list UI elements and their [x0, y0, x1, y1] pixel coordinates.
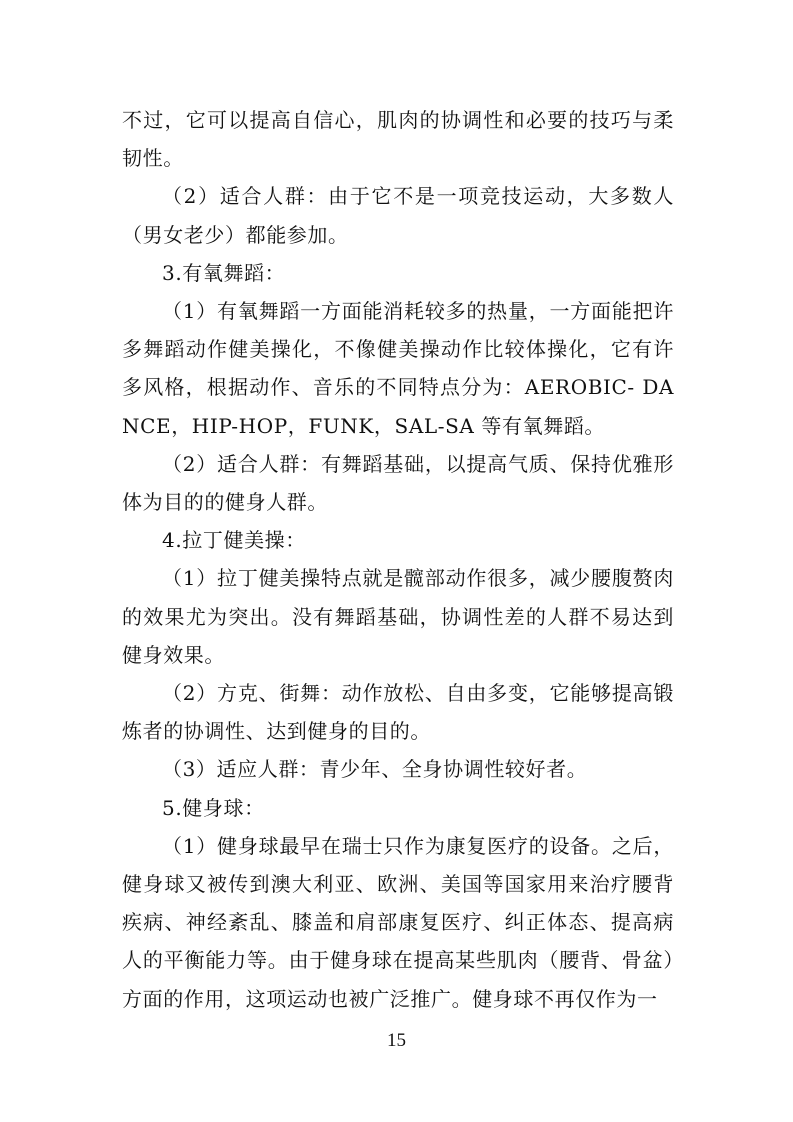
heading-fitness-ball: 5.健身球： [162, 795, 265, 820]
paragraph-latin-aerobics-1: （1）拉丁健美操特点就是髋部动作很多，减少腰腹赘肉的效果尤为突出。没有舞蹈基础，协调性差的人群不易达到健身效果。 [122, 566, 674, 667]
paragraph-aerobic-dance-2: （2）适合人群：有舞蹈基础，以提高气质、保持优雅形体为目的的健身人群。 [122, 451, 674, 515]
paragraph-latin-aerobics-2: （2）方克、街舞：动作放松、自由多变，它能够提高锻炼者的协调性、达到健身的目的。 [122, 681, 674, 744]
heading-aerobic-dance: 3.有氧舞蹈： [162, 260, 286, 285]
paragraph-latin-aerobics-3: （3）适应人群：青少年、全身协调性较好者。 [162, 757, 588, 782]
page-number: 15 [387, 1030, 406, 1051]
paragraph-suitable-people-1: （2）适合人群：由于它不是一项竞技运动，大多数人（男女老少）都能参加。 [122, 184, 674, 247]
heading-latin-aerobics: 4.拉丁健美操： [162, 528, 306, 553]
paragraph-fitness-ball-1: （1）健身球最早在瑞士只作为康复医疗的设备。之后，健身球又被传到澳大利亚、欧洲、美国等国家用来治疗腰背疾病、神经紊乱、膝盖和肩部康复医疗、纠正体态、提高病人的平衡能力等。由于健身球在提高某些肌肉（腰背、骨盆）方面的作用，这项运动也被广泛推广。健身球不再仅作为一 [122, 833, 674, 1011]
body-text [122, 101, 674, 1018]
paragraph-aerobic-dance-1: （1）有氧舞蹈一方面能消耗较多的热量，一方面能把许多舞蹈动作健美操化，不像健美操动作比较体操化，它有许多风格，根据动作、音乐的不同特点分为：AEROBIC- DANCE，HIP-HOP，FUNK，SAL-SA 等有氧舞蹈。 [122, 299, 674, 438]
paragraph-continuation: 不过，它可以提高自信心，肌肉的协调性和必要的技巧与柔韧性。 [122, 108, 674, 171]
